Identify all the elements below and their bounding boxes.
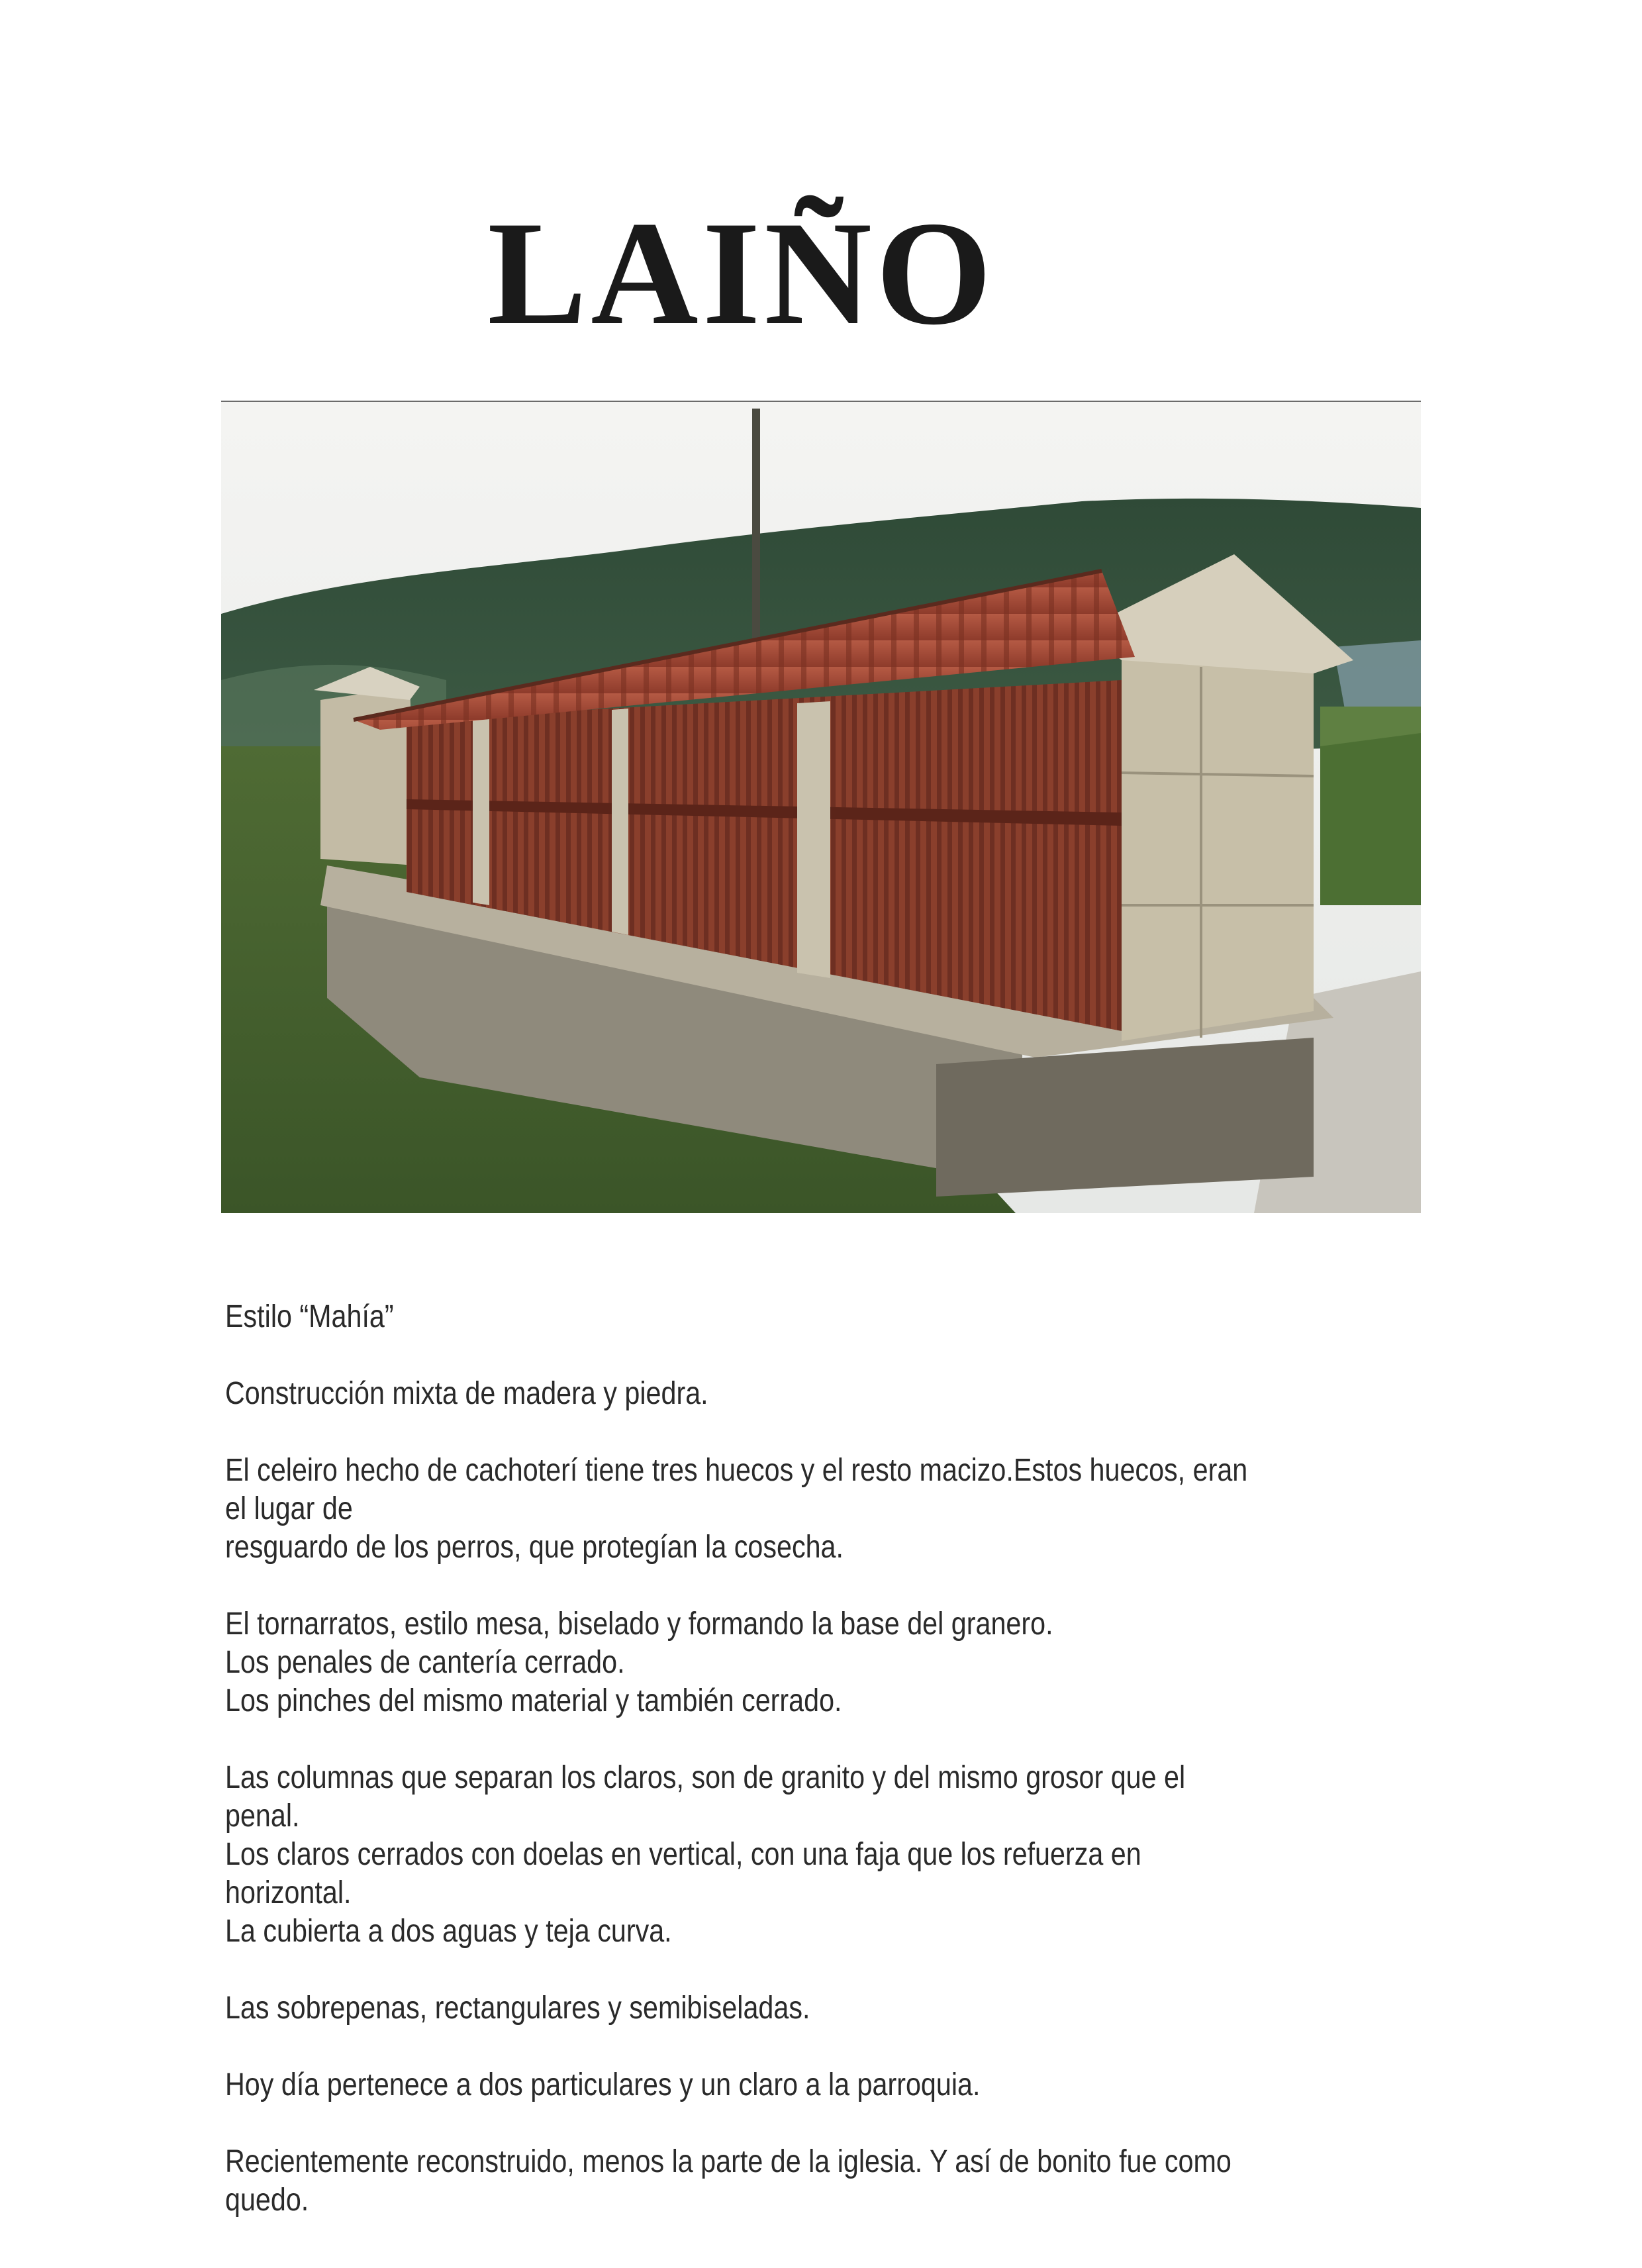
description-text — [225, 1298, 1261, 2258]
paragraph-construction: Construcción mixta de madera y piedra. — [225, 1376, 708, 1411]
paragraph-tornarratos: El tornarratos, estilo mesa, biselado y formando la base del granero. Los penales de cantería cerrado. Los pinches del mismo material y también cerrado. — [225, 1606, 1053, 1718]
paragraph-celeiro: El celeiro hecho de cachoterí tiene tres huecos y el resto macizo.Estos huecos, eran el lugar de resguardo de los perros, que protegían la cosecha. — [225, 1453, 1248, 1565]
paragraph-reconstruction: Recientemente reconstruido, menos la parte de la iglesia. Y así de bonito fue como quedo. — [225, 2144, 1232, 2218]
horreo-photo — [221, 401, 1421, 1213]
paragraph-style: Estilo “Mahía” — [225, 1299, 394, 1334]
paragraph-columnas: Las columnas que separan los claros, son de granito y del mismo grosor que el penal. Los claros cerrados con doelas en vertical, con una faja que los refuerza en horizontal. La cubierta a dos aguas y teja curva. — [225, 1760, 1186, 1949]
paragraph-ownership: Hoy día pertenece a dos particulares y un claro a la parroquia. — [225, 2067, 981, 2102]
horreo-illustration — [221, 402, 1421, 1213]
page-title: LAIÑO — [487, 190, 996, 356]
paragraph-sobrepenas: Las sobrepenas, rectangulares y semibiseladas. — [225, 1991, 810, 2026]
